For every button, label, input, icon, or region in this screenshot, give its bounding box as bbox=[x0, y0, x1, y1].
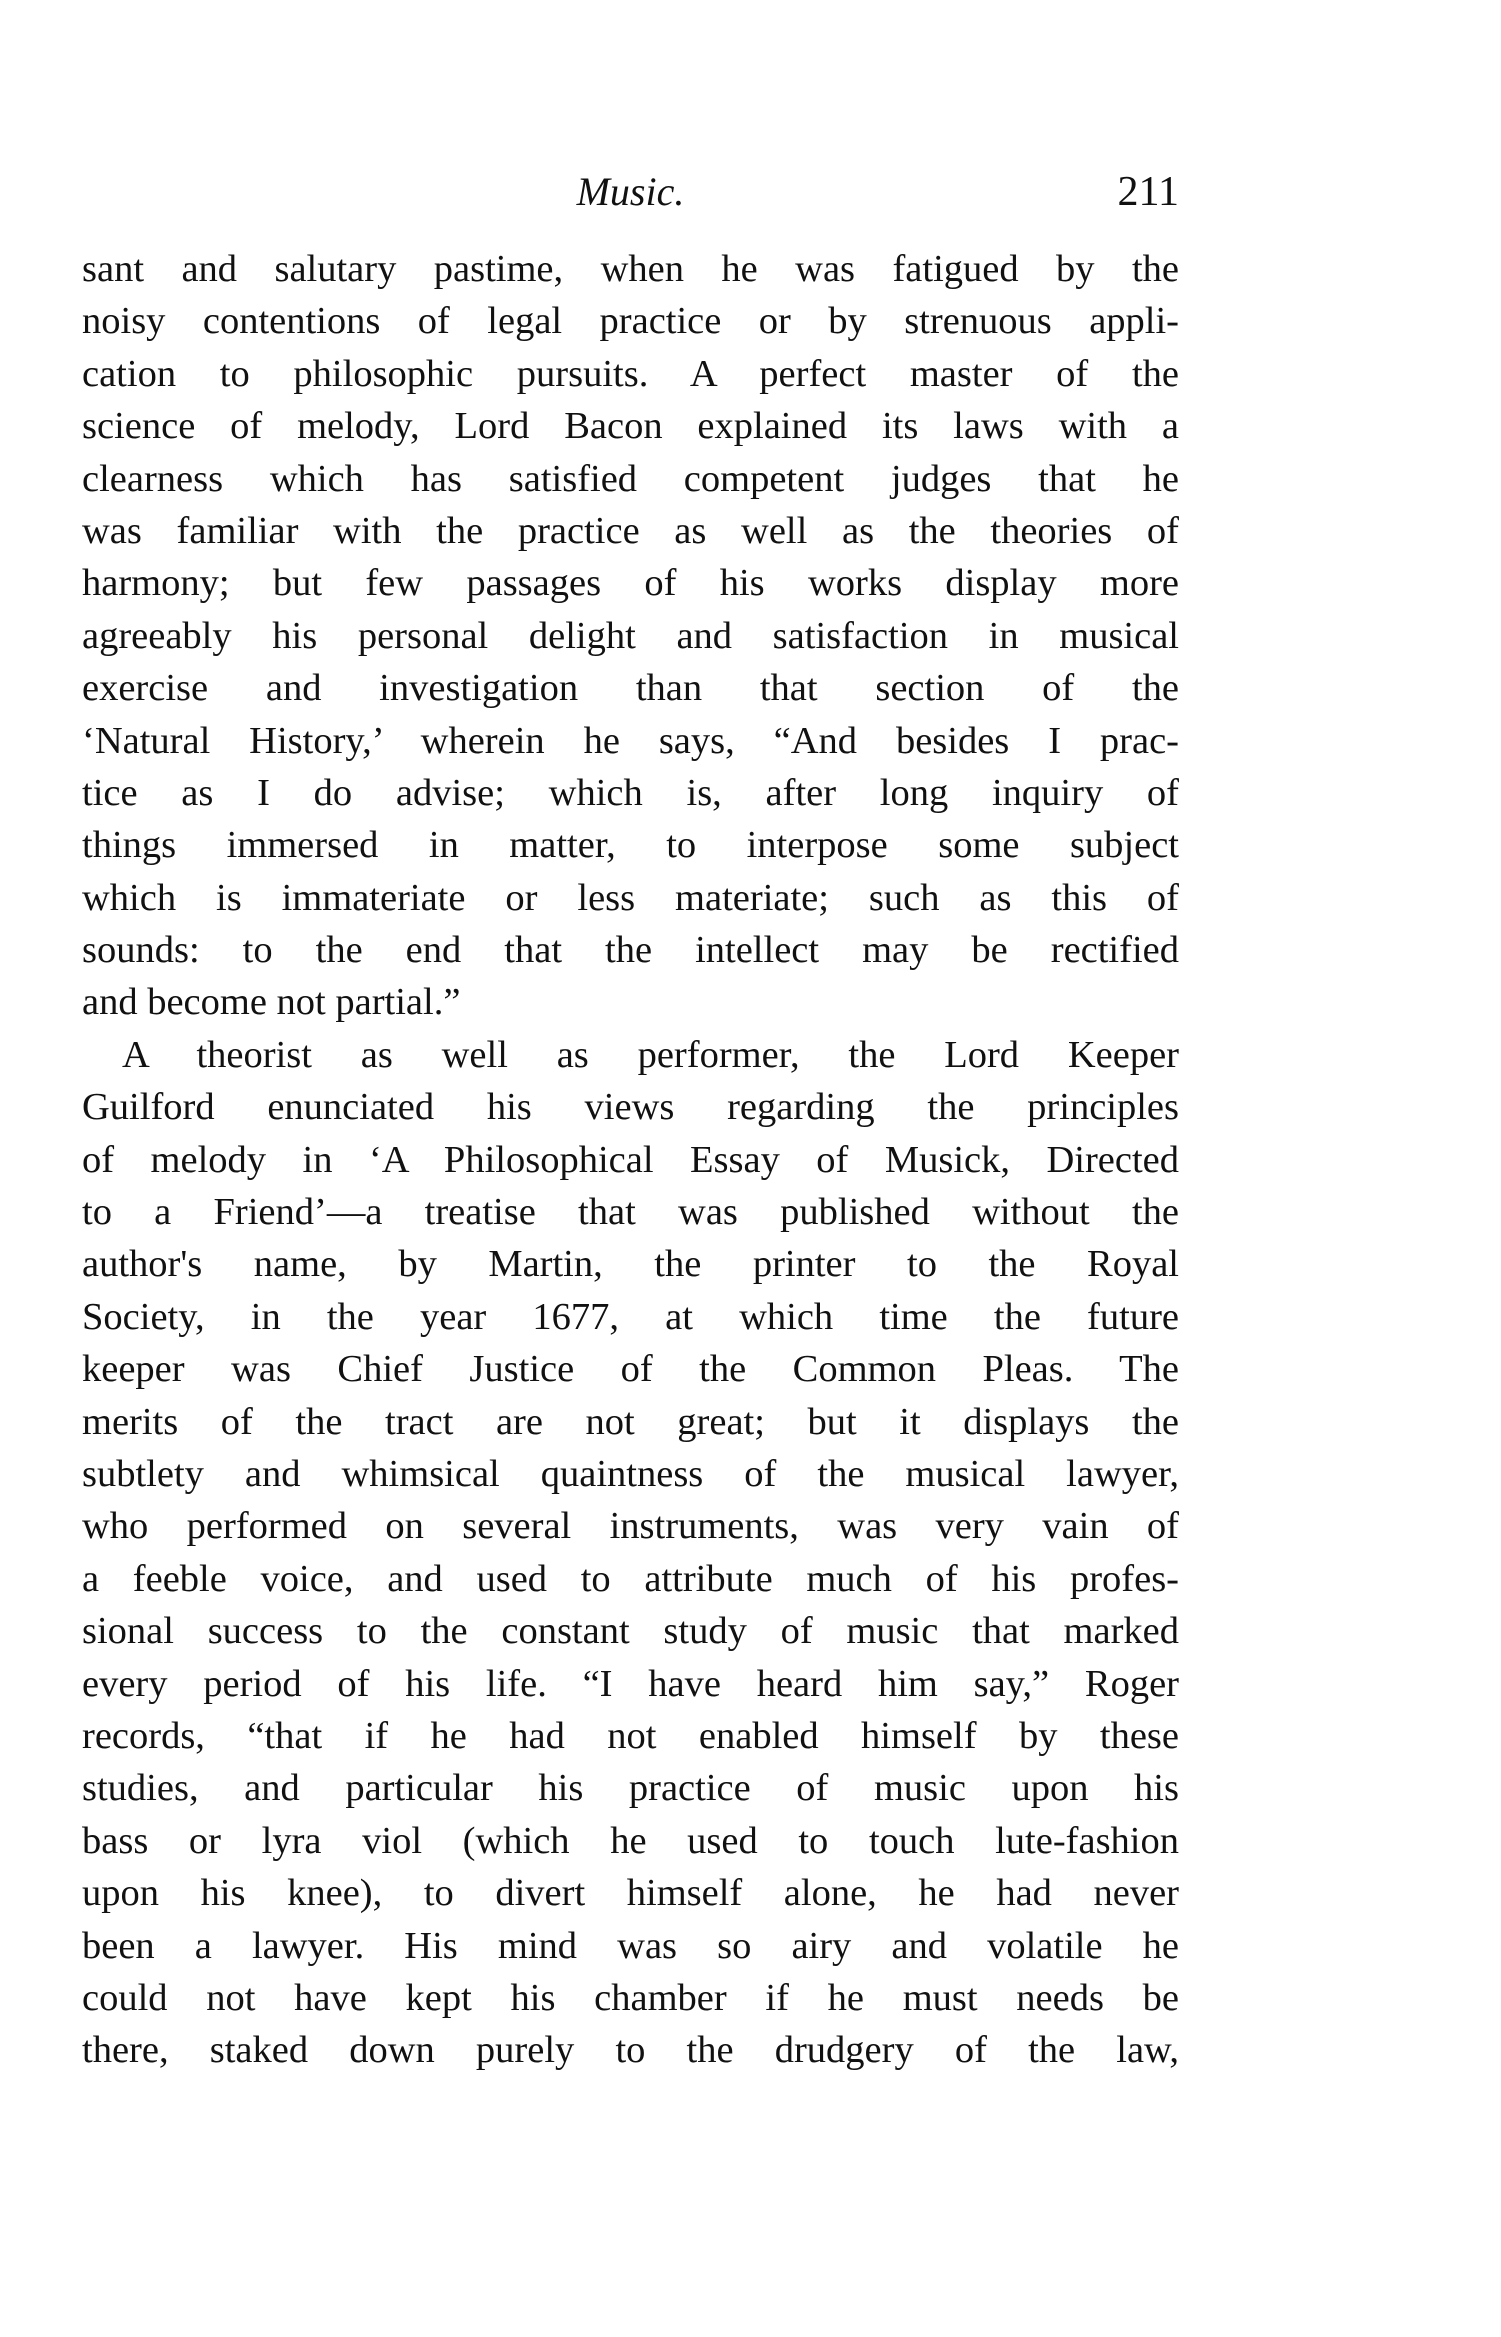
text-line: records, “that if he had not enabled himself by these bbox=[82, 1714, 1179, 1757]
text-line: to a Friend’—a treatise that was published without the bbox=[82, 1191, 1179, 1234]
text-line: exercise and investigation than that section of the bbox=[82, 667, 1179, 710]
text-line: keeper was Chief Justice of the Common Pleas. The bbox=[82, 1348, 1179, 1391]
text-line: A theorist as well as performer, the Lord Keeper bbox=[122, 1033, 1179, 1076]
text-line: sounds: to the end that the intellect may be rectified bbox=[82, 929, 1179, 972]
text-line: there, staked down purely to the drudgery of the law, bbox=[82, 2029, 1179, 2072]
text-line: things immersed in matter, to interpose some subject bbox=[82, 824, 1179, 867]
text-line: noisy contentions of legal practice or by strenuous appli- bbox=[82, 300, 1179, 343]
text-line: Guilford enunciated his views regarding the principles bbox=[82, 1086, 1179, 1129]
text-line: studies, and particular his practice of music upon his bbox=[82, 1767, 1179, 1810]
text-line: every period of his life. “I have heard him say,” Roger bbox=[82, 1662, 1179, 1705]
text-line: was familiar with the practice as well as the theories of bbox=[82, 509, 1179, 552]
text-line: subtlety and whimsical quaintness of the musical lawyer, bbox=[82, 1452, 1179, 1495]
running-head bbox=[82, 162, 1179, 222]
body-text bbox=[82, 243, 1179, 2077]
text-line: tice as I do advise; which is, after long inquiry of bbox=[82, 771, 1179, 814]
text-line: clearness which has satisfied competent judges that he bbox=[82, 457, 1179, 500]
text-line: upon his knee), to divert himself alone, he had never bbox=[82, 1872, 1179, 1915]
text-line: science of melody, Lord Bacon explained its laws with a bbox=[82, 405, 1179, 448]
text-line: could not have kept his chamber if he must needs be bbox=[82, 1976, 1179, 2019]
text-line: author's name, by Martin, the printer to the Royal bbox=[82, 1243, 1179, 1286]
text-line: agreeably his personal delight and satisfaction in musical bbox=[82, 614, 1179, 657]
text-line: and become not partial.” bbox=[82, 981, 461, 1024]
text-line: Society, in the year 1677, at which time the future bbox=[82, 1295, 1179, 1338]
text-line: of melody in ‘A Philosophical Essay of Musick, Directed bbox=[82, 1138, 1179, 1181]
text-line: merits of the tract are not great; but it displays the bbox=[82, 1400, 1179, 1443]
text-line: bass or lyra viol (which he used to touch lute-fashion bbox=[82, 1819, 1179, 1862]
text-line: sant and salutary pastime, when he was fatigued by the bbox=[82, 248, 1179, 290]
text-line: which is immateriate or less materiate; such as this of bbox=[82, 876, 1179, 919]
text-line: been a lawyer. His mind was so airy and volatile he bbox=[82, 1924, 1179, 1967]
text-line: cation to philosophic pursuits. A perfect master of the bbox=[82, 352, 1179, 395]
page-number: 211 bbox=[1117, 169, 1179, 215]
running-title: Music. bbox=[576, 169, 685, 214]
text-line: harmony; but few passages of his works display more bbox=[82, 562, 1179, 605]
text-line: a feeble voice, and used to attribute much of his profes- bbox=[82, 1557, 1179, 1600]
text-line: sional success to the constant study of music that marked bbox=[82, 1610, 1179, 1653]
text-line: ‘Natural History,’ wherein he says, “And besides I prac- bbox=[82, 719, 1179, 762]
text-line: who performed on several instruments, was very vain of bbox=[82, 1505, 1179, 1548]
